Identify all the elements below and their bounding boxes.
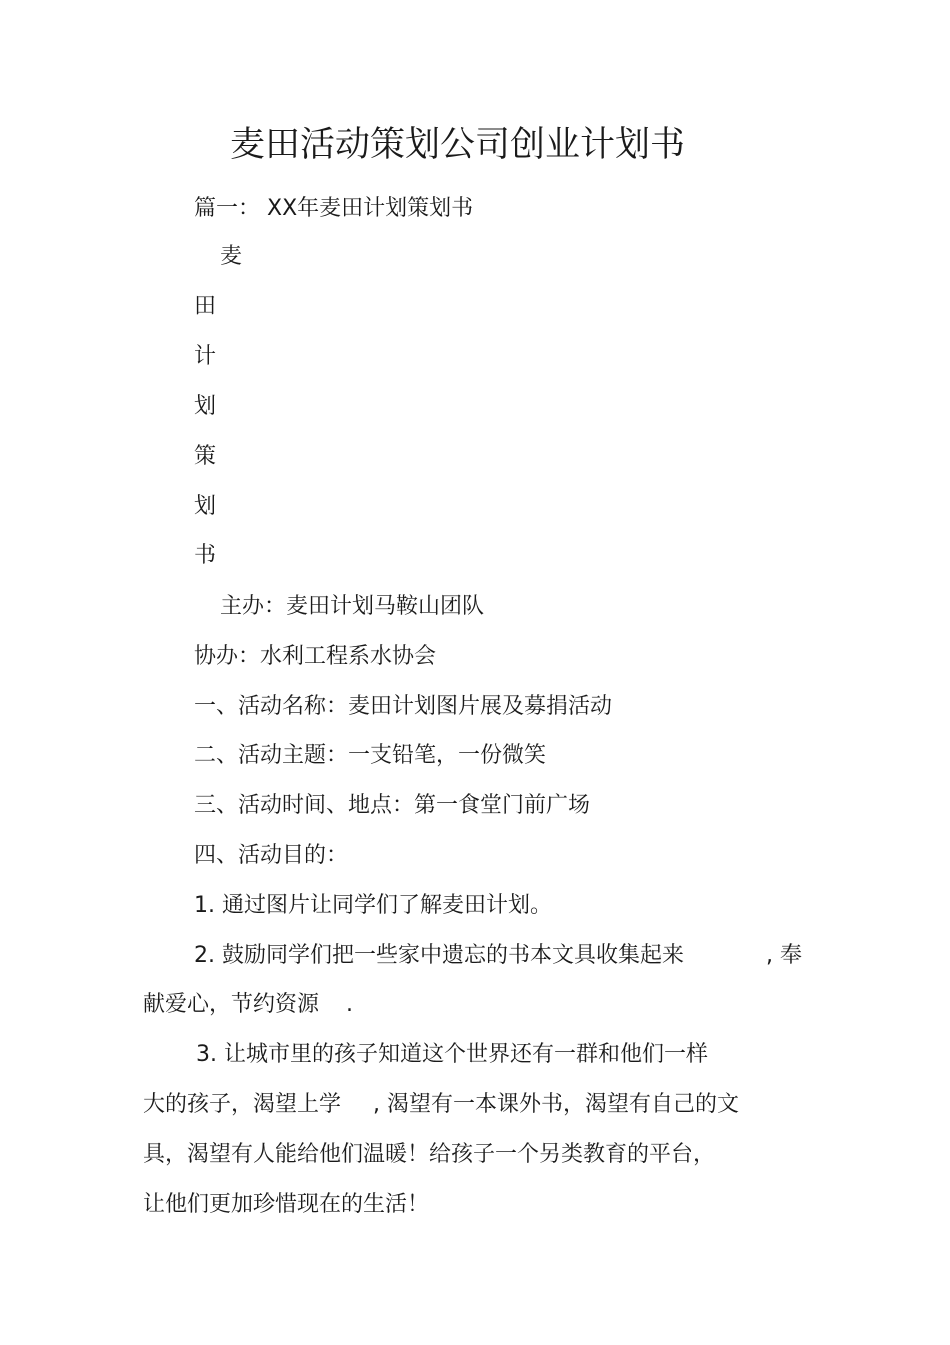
goal-2-line-2: 献爱心，节约资源 [143,992,320,1017]
goal-3-line-3: 具，渴望有人能给他们温暖！给孩子一个另类教育的平台， [143,1142,716,1167]
goal-1: 1. 通过图片让同学们了解麦田计划。 [194,893,552,918]
vertical-char: 书 [194,543,217,568]
goal-3-line-4: 让他们更加珍惜现在的生活！ [143,1192,430,1217]
vertical-char: 田 [194,294,217,319]
activity-purpose-heading: 四、活动目的： [194,843,349,868]
goal-3-line-2-tail: , 渴望有一本课外书，渴望有自己的文 [373,1092,739,1117]
chapter-heading: 篇一： XX年麦田计划策划书 [194,196,474,221]
activity-time-place: 三、活动时间、地点：第一食堂门前广场 [194,793,591,818]
goal-2-line-1: 2. 鼓励同学们把一些家中遗忘的书本文具收集起来 [194,943,684,968]
goal-2-line-1-tail: , 奉 [766,943,802,968]
vertical-char: 策 [194,444,217,469]
host-line: 主办：麦田计划马鞍山团队 [220,594,485,619]
goal-3-line-2: 大的孩子，渴望上学 [143,1092,342,1117]
goal-3-line-1: 3. 让城市里的孩子知道这个世界还有一群和他们一样 [196,1042,708,1067]
vertical-char: 计 [194,344,217,369]
goal-2-line-2-tail: . [346,992,353,1017]
document-title: 麦田活动策划公司创业计划书 [229,125,685,165]
activity-name: 一、活动名称：麦田计划图片展及募捐活动 [194,694,613,719]
vertical-char: 划 [194,494,217,519]
vertical-char: 麦 [220,244,243,269]
vertical-char: 划 [194,394,217,419]
activity-theme: 二、活动主题：一支铅笔，一份微笑 [194,743,547,768]
co-host-line: 协办：水利工程系水协会 [194,644,437,669]
